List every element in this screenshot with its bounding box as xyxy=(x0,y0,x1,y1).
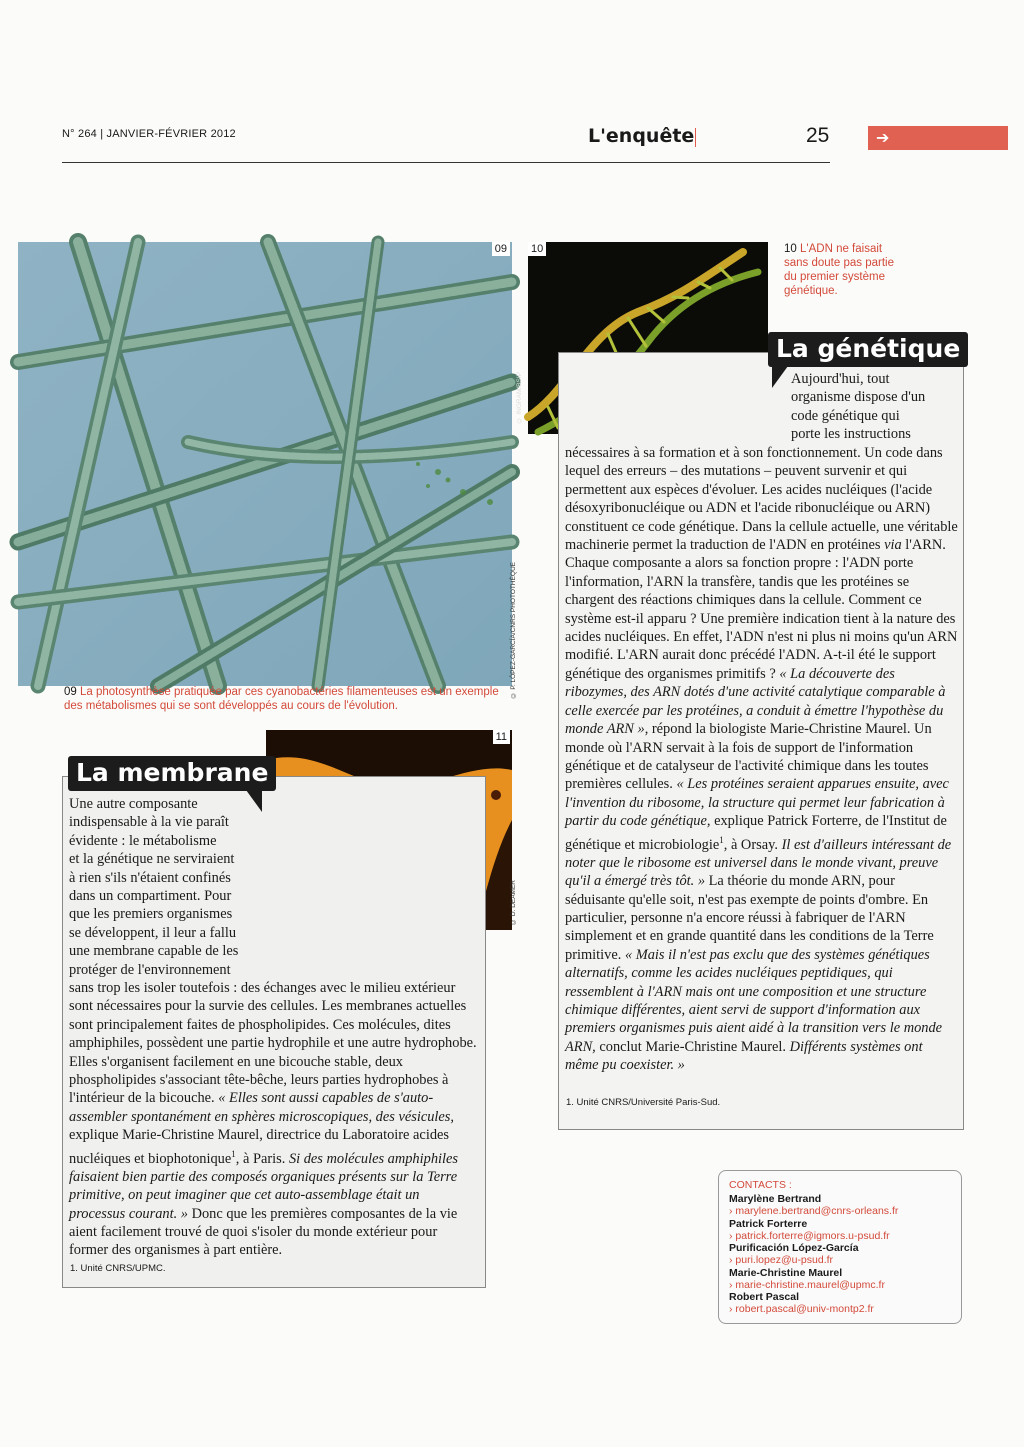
membrane-footnote: 1. Unité CNRS/UPMC. xyxy=(70,1263,166,1274)
genetique-footnote: 1. Unité CNRS/Université Paris-Sud. xyxy=(566,1097,721,1108)
header-divider xyxy=(695,128,696,147)
genetique-intro: Aujourd'hui, tout organisme dispose d'un code génétique qui porte les instructions xyxy=(791,371,926,443)
photo-credit-11: © D. DEAMER xyxy=(510,880,517,925)
contacts-heading: CONTACTS : xyxy=(729,1179,792,1191)
figure-number-11: 11 xyxy=(493,730,510,744)
cyanobacteria-illustration xyxy=(18,242,512,686)
caption-09: 09 La photosynthèse pratiquée par ces cyanobactéries filamenteuses est un exemple des métabolismes qui se sont développés au cours de l'évolution. xyxy=(64,686,499,712)
section-title: L'enquête xyxy=(588,125,695,147)
header-rule xyxy=(62,162,830,163)
photo-credit-10: © INGRAM/BSIP xyxy=(516,372,523,424)
contact-email[interactable]: › robert.pascal@univ-montp2.fr xyxy=(729,1303,874,1315)
contact-name: Purificación López-García xyxy=(729,1242,859,1254)
contact-name: Marie-Christine Maurel xyxy=(729,1266,843,1279)
contacts-box xyxy=(718,1170,962,1324)
contact-email[interactable]: › marie-christine.maurel@upmc.fr xyxy=(729,1278,885,1291)
genetique-title-pointer xyxy=(772,366,788,388)
issue-label: N° 264 | JANVIER-FÉVRIER 2012 xyxy=(62,128,236,140)
photo-credit-09: © P. LÓPEZ-GARCÍA/CNRS PHOTOTHÈQUE xyxy=(510,562,517,699)
contact-email[interactable]: › puri.lopez@u-psud.fr xyxy=(729,1254,834,1266)
figure-number-09: 09 xyxy=(492,242,510,256)
figure-number-10: 10 xyxy=(528,242,546,256)
contact-name: Robert Pascal xyxy=(729,1291,800,1303)
genetique-title: La génétique xyxy=(768,332,968,367)
page-number: 25 xyxy=(806,124,830,147)
contact-email[interactable]: › marylene.bertrand@cnrs-orleans.fr xyxy=(729,1205,899,1217)
contact-email[interactable]: › patrick.forterre@igmors.u-psud.fr xyxy=(729,1229,890,1242)
contact-name: Marylène Bertrand xyxy=(729,1193,822,1205)
membrane-title: La membrane xyxy=(68,756,276,791)
membrane-intro: Une autre composante indispensable à la vie paraît évidente : le métabolisme et la génétique ne serviraient à rien s'ils n'étaient confinés dans un compartiment. Pour que les premiers organismes se développent, il leur a fallu une membrane capable de les protéger de l'environnement xyxy=(69,796,239,978)
caption-10: 10 L'ADN ne faisait sans doute pas partie du premier système génétique. xyxy=(784,243,894,297)
contact-name: Patrick Forterre xyxy=(729,1217,808,1230)
membrane-body: sans trop les isoler toutefois : des échanges avec le milieu extérieur sont nécessaires pour la survie des cellules. Les membranes actuelles sont principalement faites de phospholipides. Ces molécules, dites amphiphiles, possèdent une partie hydrophile et une autre hydrophobe. Elles s'organisent facilement en une bicouche stable, deux phospholipides s'associant tête-bêche, leurs parties hydrophobes à l'intérieur de la bicouche. « Elles sont aussi capables de s'auto-assembler spontanément en sphères microscopiques, des vésicules, explique Marie-Christine Maurel, directrice du Laboratoire acides nucléiques et biophotonique$^1$, à Paris. Si des molécules amphiphiles faisaient bien partie des composés organiques présents sur la Terre primitive, on peut imaginer que cet auto-assemblage était un processus courant. » Donc que les premières composantes de la vie aient facilement trouvé de quoi s'isoler du monde extérieur pour former des organismes à part entière. xyxy=(69,980,477,1259)
next-arrow-icon: ➔ xyxy=(868,126,1008,150)
genetique-body: nécessaires à sa formation et à son fonctionnement. Un code dans lequel des erreurs – des mutations – peuvent survenir et qui permettent aux espèces d'évoluer. Les acides nucléiques (l'acide désoxyribonucléique ou ADN et l'acide ribonucléique ou ARN) constituent ce code génétique. Dans la cellule actuelle, une véritable machinerie permet la traduction de l'ADN en protéines via l'ARN. Chaque composante a alors sa fonction propre : l'ADN porte l'information, l'ARN la transfère, tandis que les protéines se chargent des réactions chimiques dans la cellule. Comment ce système est-il apparu ? Une première indication tient à la nature des acides nucléiques. En effet, l'ADN n'est ni plus ni moins qu'un ARN modifié. L'ARN aurait donc précédé l'ADN. A-t-il été le support génétique des organismes primitifs ? « La découverte des ribozymes, des ARN dotés d'une activité catalytique comparable à celle exercée par les protéines, a conduit à émettre l'hypothèse du monde ARN », répond la biologiste Marie-Christine Maurel. Un monde où l'ARN servait à la fois de support de l'information génétique et de catalyseur de l'activité chimique dans les toutes premières cellules. « Les protéines seraient apparues ensuite, avec l'invention du ribosome, la structure qui permet leur fabrication à partir du code génétique, explique Patrick Forterre, de l'Institut de génétique et microbiologie$^1$, à Orsay. Il est d'ailleurs intéressant de noter que le ribosome est universel dans le monde vivant, preuve qu'il a émergé très tôt. » La théorie du monde ARN, pour séduisante qu'elle soit, n'est pas exempte de points d'ombre. En particulier, personne n'a encore réussi à fabriquer de l'ARN simplement et en grande quantité dans les conditions de la Terre primitive. « Mais il n'est pas exclu que des systèmes génétiques alternatifs, comme les acides nucléiques peptidiques, qui ressemblent à l'ARN mais ont une composition et une structure chimique différentes, aient servi de support d'information aux premiers organismes puis aient aidé à la transition vers le monde ARN, conclut Marie-Christine Maurel. Différents systèmes ont même pu coexister. » xyxy=(565,445,958,1074)
